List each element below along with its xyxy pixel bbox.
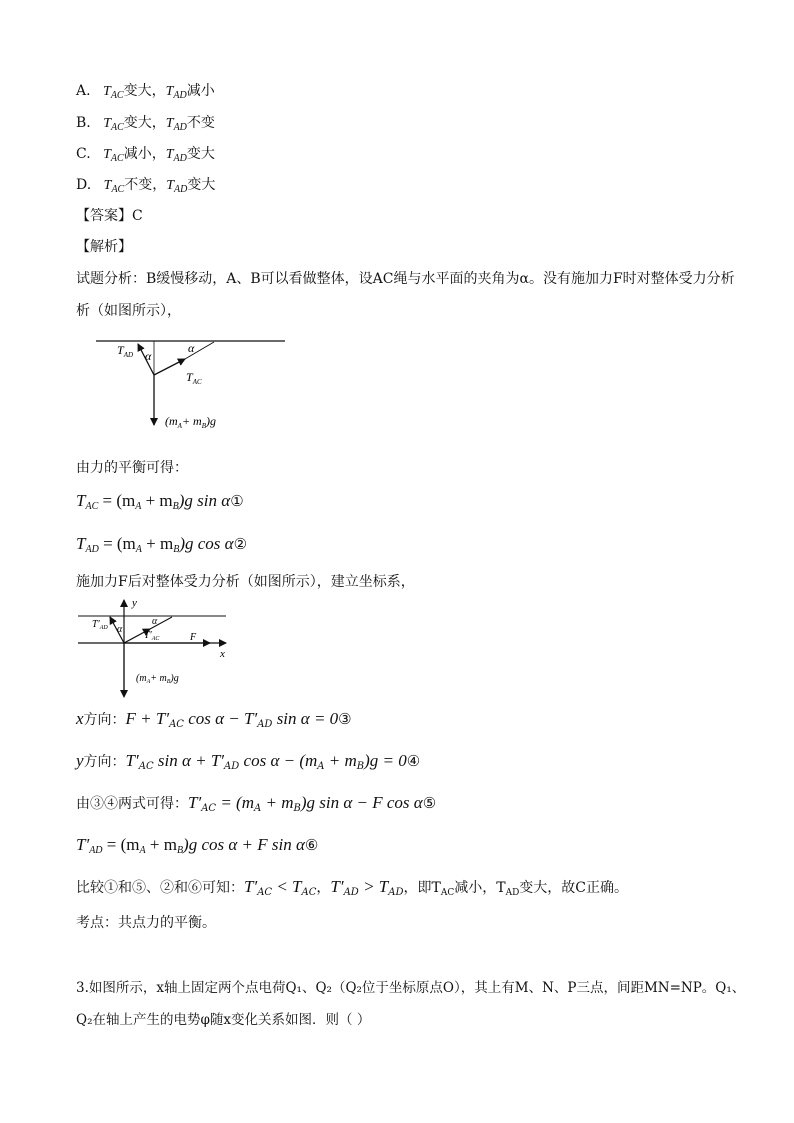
option-letter: D. [76, 177, 92, 193]
analysis-line-2: 析（如图所示）， [76, 303, 181, 319]
option-text: 减小， [123, 146, 166, 162]
t-ac-symbol: $T_{AC}$ [103, 147, 124, 164]
label-y: y [132, 597, 137, 609]
t-ad-symbol: $T_{AD}$ [165, 147, 187, 164]
equation-6: $T'_{AD} = (m_A + m_B)g$ cos α + F sin α⑥ [76, 835, 319, 856]
analysis-line-1: 试题分析：B缓慢移动，A、B可以看做整体，设AC绳与水平面的夹角为α。没有施加力F时对整体受力分析 [76, 271, 735, 287]
after-f-text: 施加力F后对整体受力分析（如图所示），建立坐标系， [76, 574, 415, 590]
question-3-line-1: 3.如图所示，x轴上固定两个点电荷Q₁、Q₂（Q₂位于坐标原点O），其上有M、N、P三点，间距MN=NP。Q₁、 [76, 980, 746, 996]
option-letter: A. [76, 83, 91, 99]
option-text: 变大 [186, 146, 215, 162]
answer: 【答案】C [76, 208, 143, 224]
option-text: 不变 [186, 115, 215, 131]
option-text: 减小 [186, 83, 215, 99]
equation-5: 由③④两式可得：$T'_{AC} = (m_A + m_B)g$ sin α − F cos α⑤ [76, 793, 437, 814]
figure-1 [96, 341, 285, 430]
label-t-ad-2: $T'_{AD}$ [92, 619, 108, 631]
label-t-ac-2: $T'_{AC}$ [144, 630, 160, 642]
equation-3: x方向：$F + T'_{AC}$ $\cos \alpha - T'_{AD}$ sin α = 0③ [76, 709, 352, 730]
label-alpha-1: α [145, 349, 152, 363]
t-ad-symbol: $T_{AD}$ [165, 116, 187, 133]
t-ac-symbol: $T_{AC}$ [103, 178, 125, 195]
analysis-heading: 【解析】 [76, 239, 132, 255]
option-text: 变大， [123, 115, 166, 131]
t-ac-symbol: $T_{AC}$ [103, 116, 124, 133]
label-weight: $(m_A+ m_B)g$ [165, 414, 216, 430]
label-t-ac: $T_{AC}$ [186, 370, 202, 386]
figure-2 [78, 597, 226, 697]
label-alpha-2: α [188, 341, 195, 355]
t-ad-symbol: $T_{AD}$ [165, 84, 187, 101]
question-3-line-2: Q₂在轴上产生的电势φ随x变化关系如图．则（ ） [76, 1012, 371, 1028]
topic: 考点：共点力的平衡。 [76, 915, 216, 931]
t-ac-symbol: $T_{AC}$ [103, 84, 124, 101]
option-text: 变大， [123, 83, 166, 99]
equation-4: y方向：$T'_{AC}$ $\sin \alpha + T'_{AD}$ $\cos \alpha - (m_A + m_B)g$ = 0④ [76, 751, 421, 772]
label-alpha-3: α [117, 624, 123, 635]
option-text: 不变， [124, 177, 167, 193]
comparison: 比较①和⑤、②和⑥可知：$T'_{AC} < T_{AC}$，$T'_{AD} > T_{AD}$，即$T_{AC}$减小，$T_{AD}$变大，故C正确。 [76, 877, 629, 898]
balance-text: 由力的平衡可得： [76, 460, 188, 476]
label-weight-2: $(m_A+ m_B)g$ [136, 673, 179, 685]
label-alpha-4: α [152, 616, 158, 627]
option-letter: B. [76, 115, 91, 131]
option-letter: C. [76, 146, 91, 162]
label-x: x [220, 648, 225, 660]
label-t-ad: $T_{AD}$ [117, 343, 134, 359]
rope-ac-arrow [154, 359, 185, 375]
label-f: F [190, 632, 197, 643]
equation-2: $T_{AD} = (m_A + m_B)g$ cos α② [76, 534, 248, 555]
option-text: 变大 [187, 177, 216, 193]
equation-1: $T_{AC} = (m_A + m_B)g$ sin α① [76, 491, 244, 512]
t-ad-symbol: $T_{AD}$ [166, 178, 188, 195]
